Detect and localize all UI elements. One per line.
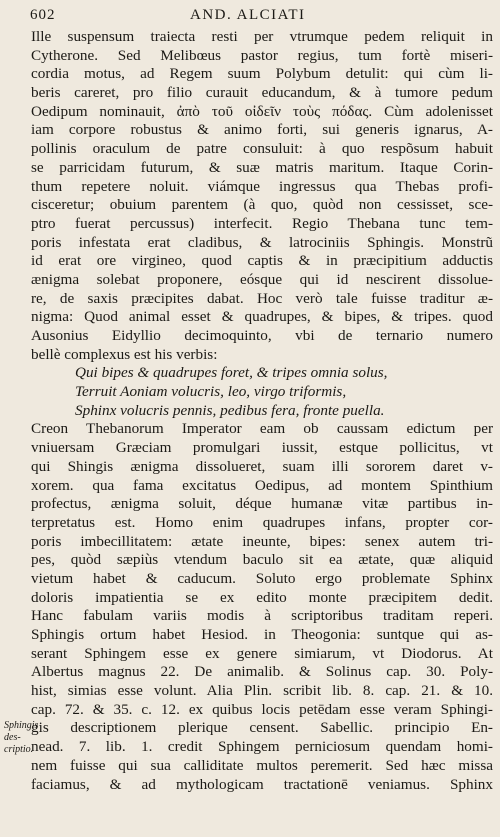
margin-note: Sphingis des-criptio. bbox=[4, 720, 39, 755]
text-line: Terruit Aoniam volucris, leo, virgo triformis, bbox=[75, 383, 347, 401]
text-line: doloris impatientia se ex edito monte præcipitem dedit. bbox=[31, 588, 493, 606]
text-line: Oedipum nominauit, ἀπὸ τοῦ οἰδεῖν τοὺς πόδας. Cùm adolenisset bbox=[31, 102, 493, 120]
text-line: Ausonius Eidyllio decimoquinto, vbi de ternario numero bbox=[31, 327, 493, 344]
text-line: id erat ore virgineo, quod captis & in præcipitium adductis bbox=[31, 252, 493, 270]
running-header bbox=[30, 7, 492, 27]
text-line: Sphinx volucris pennis, pedibus fera, fronte puella. bbox=[75, 401, 385, 419]
text-line: poris infestata erat cladibus, & latrociniis Sphingis. Monstrũ bbox=[31, 233, 493, 251]
text-line: re, de saxis præcipites dabat. Hoc verò tale fuisse traditur æ- bbox=[31, 289, 493, 307]
text-line: thum repetere noluit. viámque ingressus qua Thebas profi- bbox=[31, 177, 493, 195]
text-line: ænigma solebat proponere, eósque qui id nescirent dissolue- bbox=[31, 270, 493, 288]
text-line: hist, simias esse volunt. Alia Plin. scribit lib. 8. cap. 21. & 10. bbox=[31, 682, 493, 700]
text-line: nead. 7. lib. 1. credit Sphingem perniciosum quendam homi- bbox=[31, 738, 493, 756]
text-line: faciamus, & ad mythologicam tractationē veniamus. Sphinx bbox=[31, 775, 493, 793]
text-line: Ille suspensum traiecta resti per vtrumque pedem reliquit in bbox=[31, 28, 493, 45]
text-line: xorem. qua fama excitatus Oedipus, ad montem Spinthium bbox=[31, 476, 493, 494]
text-line: profectus, ænigma soluit, déque humanæ vitæ partibus in- bbox=[31, 495, 493, 513]
text-line: serant Sphingem esse ex genere simiarum, vt Diodorus. At bbox=[31, 644, 493, 662]
text-line: Cytherone. Sed Melibœus pastor regius, tum fortè miseri- bbox=[31, 46, 493, 64]
text-line: nem fuisse qui sua calliditate multos peremerit. Sed hæc missa bbox=[31, 756, 493, 774]
text-line: pollinis oraculum de patre consuluit: à quo respõsum habuit bbox=[31, 140, 493, 158]
page-number: 602 bbox=[30, 7, 56, 23]
text-line: Qui bipes & quadrupes foret, & tripes omnia solus, bbox=[75, 364, 388, 382]
text-line: cordia motus, ad Regem suum Polybum detulit: qui cùm li- bbox=[31, 65, 493, 83]
text-line: cisceretur; obuium parentem (à quo, quòd non cessisset, sce- bbox=[31, 196, 493, 214]
text-line: nigma: Quod animal esset & quadrupes, & bipes, & tripes. quod bbox=[31, 308, 493, 326]
paragraph-sphinx-story bbox=[31, 28, 493, 364]
text-line: iam corpore robustus & animo forti, sui generis ignarus, A- bbox=[31, 121, 493, 139]
text-line: Sphingis ortum habet Hesiod. in Theogonia: suntque qui as- bbox=[31, 626, 493, 643]
text-line: Albertus magnus 22. De animalib. & Solinus cap. 30. Poly- bbox=[31, 663, 493, 681]
text-line: terpretatus est. Homo enim quadrupes infans, propter cor- bbox=[31, 513, 493, 531]
text-line: qui Shingis ænigma dissolueret, suam illi sororem daret v- bbox=[31, 457, 493, 475]
text-line: bellè complexus est his verbis: bbox=[31, 345, 218, 363]
text-line: vniuersam Græciam promulgari iussit, estque pollicitus, vt bbox=[31, 439, 493, 457]
text-line: beris careret, pro filio curauit educandum, & à tumore pedum bbox=[31, 84, 493, 102]
verse-quotation bbox=[31, 364, 493, 420]
text-line: gis descriptionem plerique censent. Sabellic. principio En- bbox=[31, 719, 493, 737]
text-line: Hanc fabulam variis modis à scriptoribus traditam reperi. bbox=[31, 607, 493, 625]
text-line: se parricidam futurum, & suæ matris maritum. Itaque Corin- bbox=[31, 158, 493, 176]
text-line: poris imbecillitatem: ætate ineunte, bipes: senex autem tri- bbox=[31, 532, 493, 550]
text-line: vietum habet & caducum. Soluto ergo problemate Sphinx bbox=[31, 569, 493, 587]
running-title: AND. ALCIATI bbox=[190, 7, 306, 23]
text-line: pes, quòd sæpiùs vtendum baculo sit ea ætate, quæ aliquid bbox=[31, 551, 493, 569]
text-line: cap. 72. & 35. c. 12. ex quibus locis petēdam esse veram Sphingi- bbox=[31, 700, 493, 718]
text-line: Creon Thebanorum Imperator eam ob caussam edictum per bbox=[31, 420, 493, 438]
paragraph-creon bbox=[31, 420, 493, 794]
text-line: ptro fuerat percussus) interfecit. Regio Thebana tunc tem- bbox=[31, 214, 493, 232]
main-text bbox=[31, 28, 493, 794]
